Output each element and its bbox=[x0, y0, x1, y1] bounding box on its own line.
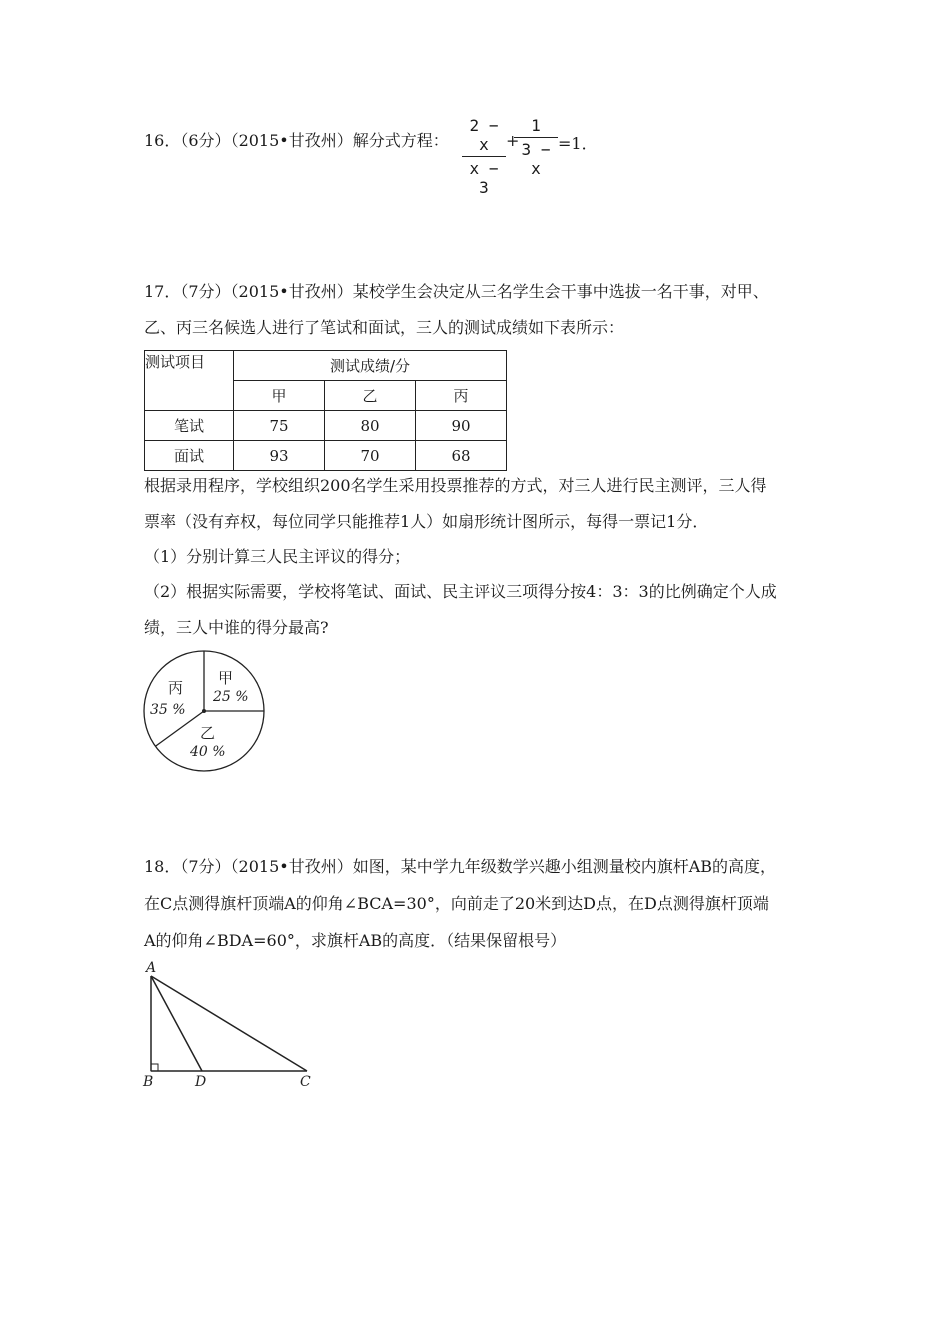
q16-fraction-2 bbox=[514, 116, 558, 178]
q17-sub-question-2: （2）根据实际需要，学校将笔试、面试、民主评议三项得分按4：3：3的比例确定个人成 bbox=[144, 582, 777, 601]
scores-table bbox=[144, 350, 507, 471]
table-cell: 93 bbox=[234, 441, 325, 471]
q16-stem bbox=[144, 131, 449, 151]
table-cell: 90 bbox=[416, 411, 507, 441]
table-cell: 75 bbox=[234, 411, 325, 441]
point-label-a: A bbox=[146, 960, 157, 976]
table-row bbox=[145, 411, 507, 441]
pie-slice-name-yi: 乙 bbox=[200, 724, 216, 742]
pie-slice-name-bing: 丙 bbox=[168, 679, 184, 697]
q16-fraction-1 bbox=[462, 116, 506, 197]
pie-slice-percent-bing: 35 % bbox=[150, 702, 186, 718]
q16-plus: + bbox=[506, 131, 520, 150]
table-cell: 80 bbox=[325, 411, 416, 441]
flagpole-figure bbox=[140, 958, 320, 1090]
q18-line-2: 在C点测得旗杆顶端A的仰角∠BCA=30°，向前走了20米到达D点，在D点测得旗杆顶端 bbox=[144, 894, 769, 913]
q16-fraction-1-numerator: 2 − x bbox=[469, 116, 499, 154]
pie-slice-percent-jia: 25 % bbox=[213, 689, 249, 705]
pie-slice-percent-yi: 40 % bbox=[190, 744, 226, 760]
pie-chart bbox=[140, 648, 270, 778]
fraction-bar bbox=[514, 137, 558, 138]
q17-line-1: 17．（7分）（2015•甘孜州）某校学生会决定从三名学生会干事中选拔一名干事，对甲、 bbox=[144, 282, 769, 301]
right-angle-mark bbox=[151, 1064, 158, 1071]
q18-line-3: A的仰角∠BDA=60°，求旗杆AB的高度．（结果保留根号） bbox=[144, 931, 567, 950]
table-group-header: 测试成绩/分 bbox=[234, 351, 507, 381]
point-label-d: D bbox=[195, 1074, 207, 1090]
q18-line-1: 18．（7分）（2015•甘孜州）如图，某中学九年级数学兴趣小组测量校内旗杆AB的高度， bbox=[144, 857, 777, 876]
table-row-label: 面试 bbox=[145, 441, 234, 471]
table-cell: 68 bbox=[416, 441, 507, 471]
table-header-cell: 甲 bbox=[234, 381, 325, 411]
q17-line-2: 乙、丙三名候选人进行了笔试和面试，三人的测试成绩如下表所示： bbox=[144, 318, 625, 337]
q16-prompt: 解分式方程： bbox=[352, 131, 449, 150]
table-row bbox=[145, 351, 507, 381]
table-header-cell: 乙 bbox=[325, 381, 416, 411]
q16-number: 16． bbox=[144, 131, 181, 150]
q16-fraction-1-denominator: x − 3 bbox=[469, 159, 499, 197]
q16-source: （2015•甘孜州） bbox=[230, 131, 353, 150]
pie-slice-name-jia: 甲 bbox=[218, 669, 234, 687]
q17-sub-question-1: （1）分别计算三人民主评议的得分； bbox=[144, 547, 411, 566]
table-row bbox=[145, 441, 507, 471]
table-row-label: 笔试 bbox=[145, 411, 234, 441]
q16-fraction-2-numerator: 1 bbox=[531, 116, 541, 135]
q16-fraction-2-denominator: 3 − x bbox=[521, 140, 551, 178]
table-cell: 70 bbox=[325, 441, 416, 471]
q17-line-4: 票率（没有弃权，每位同学只能推荐1人）如扇形统计图所示，每得一票记1分． bbox=[144, 512, 709, 531]
table-header-cell: 丙 bbox=[416, 381, 507, 411]
table-corner-cell: 测试项目 bbox=[145, 351, 234, 411]
point-label-b: B bbox=[143, 1074, 154, 1090]
point-label-c: C bbox=[300, 1074, 311, 1090]
sightline-ac bbox=[151, 976, 307, 1071]
q16-points: （6分） bbox=[180, 131, 231, 150]
sightline-ad bbox=[151, 976, 202, 1071]
fraction-bar bbox=[462, 156, 506, 157]
q17-line-3: 根据录用程序，学校组织200名学生采用投票推荐的方式，对三人进行民主测评，三人得 bbox=[144, 476, 767, 495]
q16-rhs: =1． bbox=[558, 134, 598, 153]
q17-sub-question-2-cont: 绩，三人中谁的得分最高? bbox=[144, 618, 329, 637]
pie-center-dot bbox=[202, 709, 206, 713]
